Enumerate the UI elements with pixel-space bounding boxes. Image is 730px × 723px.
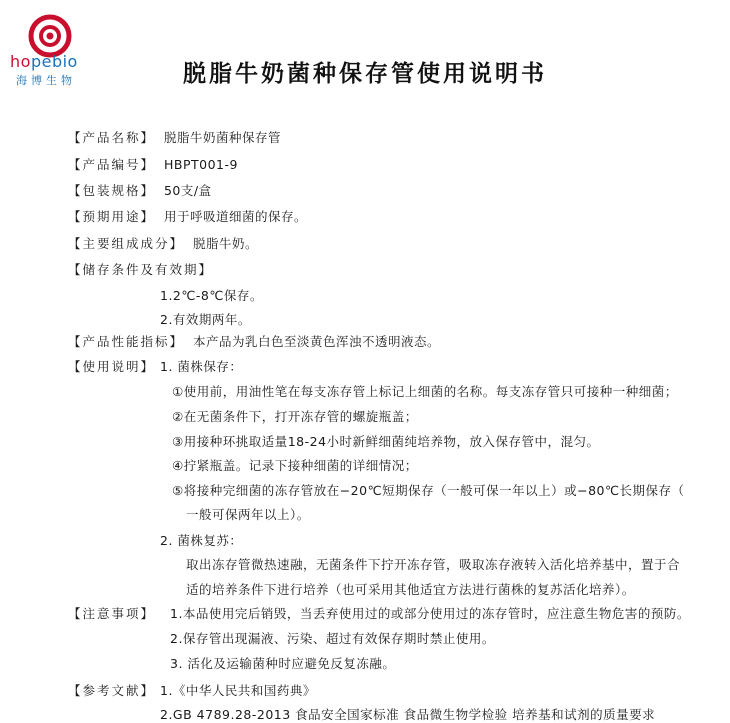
field-product-name: 【产品名称】 脱脂牛奶菌种保存管 <box>68 130 281 145</box>
usage-step1-item: 一般可保两年以上）。 <box>186 507 310 522</box>
notes-item: 1.本品使用完后销毁，当丢弃使用过的或部分使用过的冻存管时，应注意生物危害的预防。 <box>170 606 690 621</box>
logo-wordmark: hopebio <box>10 52 78 71</box>
notes-label: 【注意事项】 <box>68 606 156 621</box>
usage-step1-item: ⑤将接种完细菌的冻存管放在−20℃短期保存（一般可保一年以上）或−80℃长期保存（ <box>172 483 685 498</box>
usage-step1-title: 1. 菌株保存： <box>160 359 243 374</box>
reference-item: 2.GB 4789.28-2013 食品安全国家标准 食品微生物学检验 培养基和试剂的质量要求 <box>160 707 656 722</box>
references-label: 【参考文献】 <box>68 683 156 698</box>
usage-label: 【使用说明】 <box>68 359 156 374</box>
document-title: 脱脂牛奶菌种保存管使用说明书 <box>183 61 547 87</box>
storage-item: 2.有效期两年。 <box>160 312 251 327</box>
storage-label: 【储存条件及有效期】 <box>68 262 214 277</box>
usage-step1-item: ④拧紧瓶盖。记录下接种细菌的详细情况； <box>172 458 418 473</box>
usage-step2-title: 2. 菌株复苏： <box>160 533 243 548</box>
usage-step1-item: ②在无菌条件下，打开冻存管的螺旋瓶盖； <box>172 409 418 424</box>
field-intended-use: 【预期用途】 用于呼吸道细菌的保存。 <box>68 209 307 224</box>
notes-item: 2.保存管出现漏液、污染、超过有效保存期时禁止使用。 <box>170 631 495 646</box>
usage-step1-item: ①使用前，用油性笔在每支冻存管上标记上细菌的名称。每支冻存管只可接种一种细菌； <box>172 384 678 399</box>
usage-step2-line: 取出冻存管微热速融，无菌条件下拧开冻存管，吸取冻存液转入活化培养基中，置于合 <box>186 557 681 572</box>
field-product-code: 【产品编号】 HBPT001-9 <box>68 157 238 172</box>
usage-step2-line: 适的培养条件下进行培养（也可采用其他适宜方法进行菌株的复苏活化培养）。 <box>186 582 635 597</box>
field-performance: 【产品性能指标】 本产品为乳白色至淡黄色浑浊不透明液态。 <box>68 334 440 349</box>
logo-chinese-name: 海博生物 <box>16 74 76 87</box>
reference-item: 1.《中华人民共和国药典》 <box>160 683 316 698</box>
notes-item: 3. 活化及运输菌种时应避免反复冻融。 <box>170 656 396 671</box>
field-main-components: 【主要组成成分】 脱脂牛奶。 <box>68 236 258 251</box>
storage-item: 1.2℃-8℃保存。 <box>160 288 263 303</box>
usage-step1-item: ③用接种环挑取适量18-24小时新鲜细菌纯培养物，放入保存管中，混匀。 <box>172 434 600 449</box>
field-package-spec: 【包装规格】 50支/盒 <box>68 183 212 198</box>
